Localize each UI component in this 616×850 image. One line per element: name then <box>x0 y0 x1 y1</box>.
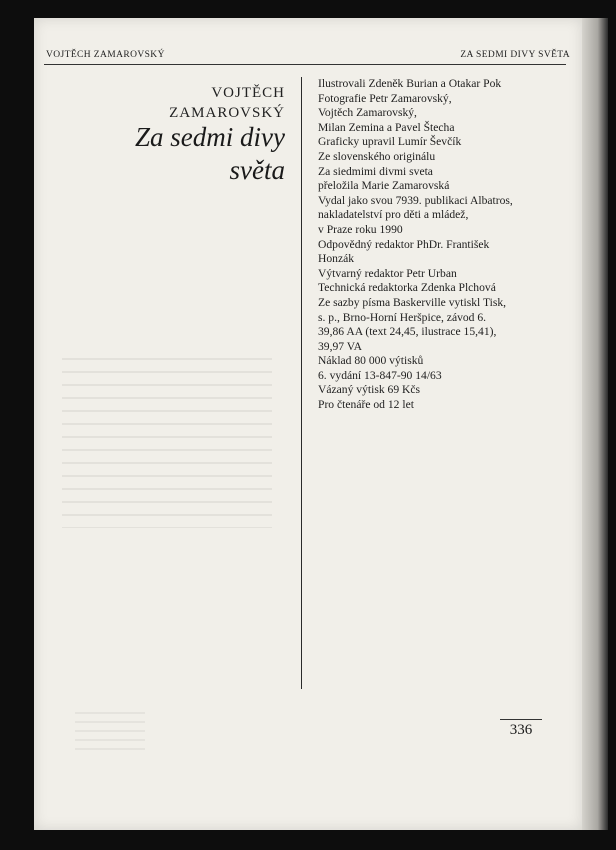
colophon-line: Milan Zemina a Pavel Štecha <box>318 120 455 134</box>
colophon-line: Graficky upravil Lumír Ševčík <box>318 135 462 149</box>
title-line: světa <box>229 155 285 185</box>
colophon-line: 39,97 VA <box>318 339 363 353</box>
colophon-line: Ze slovenského originálu <box>318 149 436 163</box>
colophon-line: Vydal jako svou 7939. publikaci Albatros, <box>318 193 513 207</box>
colophon-line: 39,86 AA (text 24,45, ilustrace 15,41), <box>318 325 497 339</box>
author-line: ZAMAROVSKÝ <box>169 105 285 121</box>
colophon-line: Ilustrovali Zdeněk Burian a Otakar Pok <box>318 77 502 90</box>
colophon-line: Ze sazby písma Baskerville vytiskl Tisk, <box>318 295 507 309</box>
colophon-line: 6. vydání 13-847-90 14/63 <box>318 368 442 382</box>
colophon <box>318 77 548 413</box>
colophon-line: Odpovědný redaktor PhDr. František <box>318 237 490 251</box>
colophon-line: Za siedmimi divmi sveta <box>318 164 433 178</box>
colophon-line: v Praze roku 1990 <box>318 222 403 236</box>
colophon-line: nakladatelství pro děti a mládež, <box>318 208 469 222</box>
author-line: VOJTĚCH <box>211 85 285 101</box>
header-rule <box>44 64 566 65</box>
colophon-line: Technická redaktorka Zdenka Plchová <box>318 281 496 295</box>
bleed-through-text <box>62 358 272 528</box>
book-title <box>60 121 285 187</box>
title-line: Za sedmi divy <box>135 122 285 152</box>
colophon-line: Náklad 80 000 výtisků <box>318 354 424 368</box>
colophon-line: Honzák <box>318 252 355 266</box>
column-divider <box>301 77 302 689</box>
page-edge <box>582 18 608 830</box>
page-number-rule <box>500 719 542 720</box>
page-number: 336 <box>509 722 533 738</box>
colophon-line: Pro čtenáře od 12 let <box>318 398 414 412</box>
colophon-line: přeložila Marie Zamarovská <box>318 179 450 193</box>
colophon-line: Vojtěch Zamarovský, <box>318 106 417 120</box>
colophon-line: Vázaný výtisk 69 Kčs <box>318 383 421 397</box>
running-head-title: ZA SEDMI DIVY SVĚTA <box>460 50 570 60</box>
colophon-line: Fotografie Petr Zamarovský, <box>318 91 452 105</box>
running-head-author: VOJTĚCH ZAMAROVSKÝ <box>46 50 165 60</box>
colophon-line: s. p., Brno-Horní Heršpice, závod 6. <box>318 310 487 324</box>
colophon-line: Výtvarný redaktor Petr Urban <box>318 266 457 280</box>
author-name <box>80 83 285 123</box>
bleed-through-text <box>75 712 145 752</box>
